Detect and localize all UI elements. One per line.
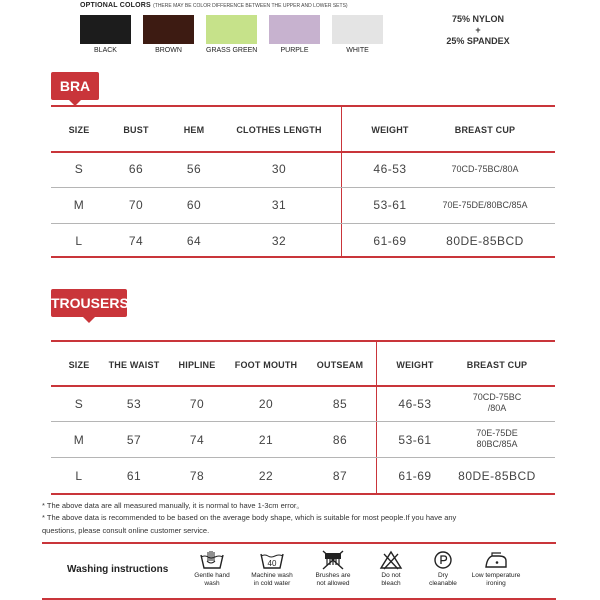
material-nylon: 75% NYLON (451, 14, 504, 24)
wash-label-line2: wash (204, 580, 220, 587)
outseam: 87 (332, 469, 348, 483)
weight: 46-53 (373, 162, 407, 176)
hand-wash-icon (199, 550, 225, 570)
size: L (75, 234, 83, 248)
swatch-label: PURPLE (280, 47, 309, 54)
wash-label-line2: bleach (381, 580, 401, 587)
wash-label-line1: Machine wash (251, 572, 293, 579)
hipline: 74 (189, 433, 205, 447)
size: L (75, 469, 83, 483)
hipline: 70 (189, 397, 205, 411)
bra-header-clothes-length: CLOTHES LENGTH (236, 125, 322, 135)
bra-header-bust: BUST (123, 125, 149, 135)
bra-row-rule (51, 187, 555, 188)
swatch-purple[interactable] (269, 15, 320, 54)
wash-temperature: 40 (267, 559, 277, 568)
breast-cup: 80DE-85BCD (446, 234, 524, 248)
trousers-row-rule (51, 421, 555, 422)
foot-mouth: 21 (258, 433, 274, 447)
trousers-header-waist: THE WAIST (108, 360, 160, 370)
washing-item-machine-wash (237, 550, 307, 588)
no-brush-icon (320, 550, 346, 570)
trousers-header-size: SIZE (68, 360, 90, 370)
trousers-top-rule (51, 340, 555, 342)
swatch-label: WHITE (346, 47, 369, 54)
breast-cup-line2: /80A (487, 403, 507, 413)
optional-colors-title (80, 2, 348, 9)
waist: 53 (126, 397, 142, 411)
weight: 53-61 (398, 433, 432, 447)
trousers-header-weight: WEIGHT (396, 360, 434, 370)
washing-item-low-temp-iron (461, 550, 531, 588)
swatch-white[interactable] (332, 15, 383, 54)
wash-label-line2: in cold water (253, 580, 291, 587)
trousers-row-rule (51, 457, 555, 458)
color-chip (206, 15, 257, 44)
swatch-label: BLACK (94, 47, 117, 54)
bra-header-hem: HEM (183, 125, 205, 135)
wash-label-line1: Low temperature (471, 572, 521, 579)
swatch-black[interactable] (80, 15, 131, 54)
wash-label-line2: cleanable (429, 580, 457, 587)
trousers-header-rule (51, 385, 555, 387)
color-chip (80, 15, 131, 44)
weight: 46-53 (398, 397, 432, 411)
wash-label (237, 572, 307, 588)
swatch-label: BROWN (155, 47, 182, 54)
wash-label-line2: not allowed (316, 580, 350, 587)
bust: 66 (128, 162, 144, 176)
wash-label-line1: Dry (437, 572, 449, 579)
material-composition (430, 14, 526, 47)
outseam: 86 (332, 433, 348, 447)
swatch-brown[interactable] (143, 15, 194, 54)
machine-wash-40-icon (259, 550, 285, 570)
breast-cup (473, 392, 522, 414)
material-plus: + (475, 25, 481, 35)
bra-header-breast-cup: BREAST CUP (454, 125, 516, 135)
waist: 57 (126, 433, 142, 447)
weight: 53-61 (373, 198, 407, 212)
trousers-header-hipline: HIPLINE (178, 360, 216, 370)
note-measurement-error: * The above data are all measured manually, it is normal to have 1-3cm error。 (42, 501, 304, 510)
clothes-length: 30 (271, 162, 287, 176)
bra-tag: BRA (51, 72, 99, 100)
wash-label (461, 572, 531, 588)
trousers-bottom-rule (51, 493, 555, 495)
material-spandex: 25% SPANDEX (446, 36, 510, 46)
size: M (73, 198, 85, 212)
breast-cup-line1: 70CD-75BC (472, 392, 522, 402)
foot-mouth: 22 (258, 469, 274, 483)
size: M (73, 433, 85, 447)
swatch-label: GRASS GREEN (206, 47, 258, 54)
washing-instructions-title: Washing instructions (67, 564, 169, 575)
breast-cup: 70CD-75BC/80A (451, 164, 519, 174)
bust: 70 (128, 198, 144, 212)
dry-clean-icon (430, 550, 456, 570)
bra-row-rule (51, 223, 555, 224)
trousers-divider (376, 341, 377, 493)
color-chip (143, 15, 194, 44)
hem: 56 (186, 162, 202, 176)
trousers-header-foot-mouth: FOOT MOUTH (234, 360, 298, 370)
hipline: 78 (189, 469, 205, 483)
bust: 74 (128, 234, 144, 248)
breast-cup-line2: 80BC/85A (476, 439, 518, 449)
wash-label-line1: Do not (381, 572, 401, 579)
weight: 61-69 (373, 234, 407, 248)
optional-colors-heading: OPTIONAL COLORS (80, 2, 151, 9)
color-difference-note: (THERE MAY BE COLOR DIFFERENCE BETWEEN THE UPPER AND LOWER SETS) (153, 3, 348, 9)
bra-bottom-rule (51, 256, 555, 258)
bra-header-weight: WEIGHT (371, 125, 409, 135)
wash-label-line2: ironing (486, 580, 506, 587)
trousers-header-outseam: OUTSEAM (316, 360, 364, 370)
color-chip (332, 15, 383, 44)
breast-cup (476, 428, 518, 450)
weight: 61-69 (398, 469, 432, 483)
outseam: 85 (332, 397, 348, 411)
size: S (74, 162, 84, 176)
hem: 60 (186, 198, 202, 212)
breast-cup-line1: 70E-75DE (476, 428, 518, 438)
wash-label-line1: Brushes are (315, 572, 351, 579)
low-temp-iron-icon (483, 550, 509, 570)
swatch-grass-green[interactable] (206, 15, 257, 54)
waist: 61 (126, 469, 142, 483)
hem: 64 (186, 234, 202, 248)
trousers-header-breast-cup: BREAST CUP (466, 360, 528, 370)
trousers-tag: TROUSERS (51, 289, 127, 317)
size: S (74, 397, 84, 411)
note-body-shape: * The above data is recommended to be based on the average body shape, which is suitable for most people.If you have any (42, 513, 457, 522)
bra-top-rule (51, 105, 555, 107)
washing-top-rule (42, 542, 556, 544)
bra-header-size: SIZE (68, 125, 90, 135)
no-bleach-icon (378, 550, 404, 570)
bra-header-rule (51, 151, 555, 153)
foot-mouth: 20 (258, 397, 274, 411)
clothes-length: 31 (271, 198, 287, 212)
note-customer-service: questions, please consult online customer service. (42, 526, 210, 535)
wash-label-line1: Gentle hand (194, 572, 230, 579)
color-chip (269, 15, 320, 44)
bra-divider (341, 106, 342, 256)
breast-cup: 70E-75DE/80BC/85A (442, 200, 528, 210)
breast-cup: 80DE-85BCD (458, 469, 536, 483)
clothes-length: 32 (271, 234, 287, 248)
